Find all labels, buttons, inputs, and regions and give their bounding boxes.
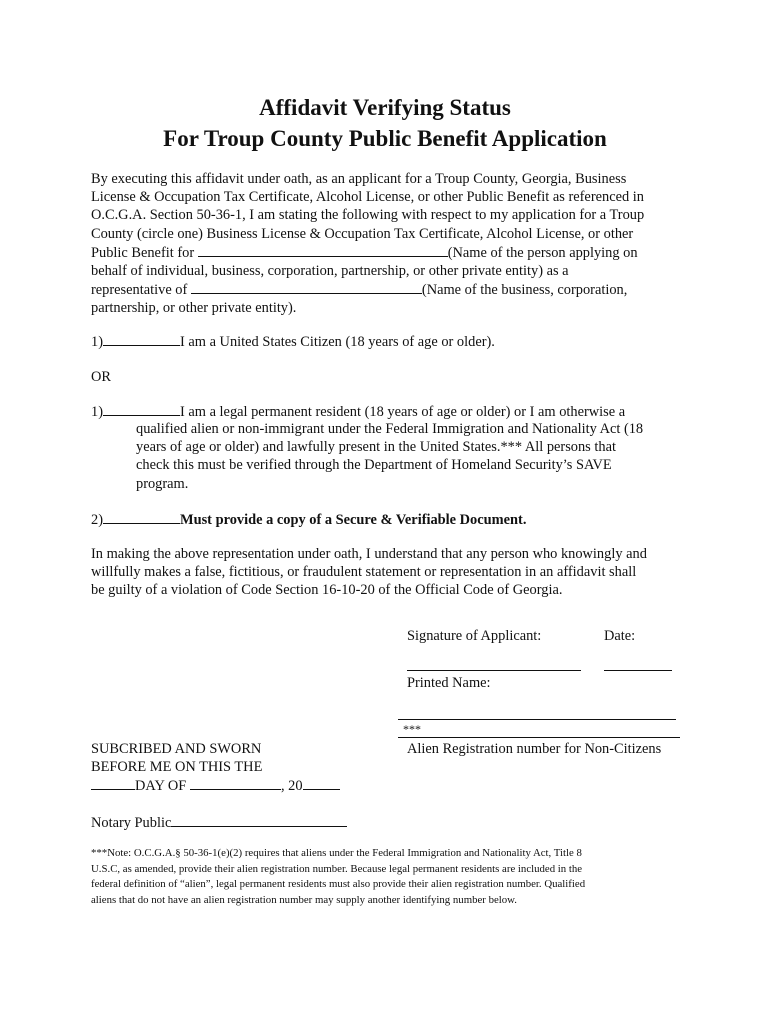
printed-name-label: Printed Name: <box>407 675 491 691</box>
intro-text: Public Benefit for <box>91 244 195 261</box>
document-option <box>91 510 526 529</box>
signature-line[interactable] <box>407 670 581 671</box>
citizen-option <box>91 332 495 351</box>
day-of-label: DAY OF <box>135 778 187 794</box>
footnote-line: federal definition of “alien”, legal permanent residents must also provide their alien registration number. Qualified <box>91 878 586 890</box>
printed-name-line[interactable] <box>398 719 676 720</box>
applicant-name-blank[interactable] <box>198 243 448 257</box>
resident-check-blank[interactable] <box>103 402 180 416</box>
year-prefix: , 20 <box>280 778 303 794</box>
signature-label: Signature of Applicant: <box>407 628 542 644</box>
intro-line: License & Occupation Tax Certificate, Alcohol License, or other Public Benefit as referenced in <box>91 189 644 206</box>
footnote <box>91 846 691 908</box>
document-title-line2: For Troup County Public Benefit Application <box>163 126 607 151</box>
subscribed-sworn-label: SUBCRIBED AND SWORN <box>91 741 262 757</box>
option-text: Must provide a copy of a Secure & Verifiable Document. <box>180 512 527 528</box>
intro-line: By executing this affidavit under oath, as an applicant for a Troup County, Georgia, Business <box>91 171 627 187</box>
intro-line: partnership, or other private entity). <box>91 300 297 317</box>
intro-text: (Name of the business, corporation, <box>421 282 628 299</box>
or-separator: OR <box>91 369 111 385</box>
notary-signature-blank[interactable] <box>171 813 347 827</box>
month-blank[interactable] <box>190 776 281 790</box>
citizen-check-blank[interactable] <box>103 332 180 346</box>
statement-line: be guilty of a violation of Code Section 16-10-20 of the Official Code of Georgia. <box>91 582 563 599</box>
notary-public-line <box>91 813 347 832</box>
footnote-line: aliens that do not have an alien registration number may supply another identifying number below. <box>91 893 517 906</box>
intro-line: County (circle one) Business License & Occupation Tax Certificate, Alcohol License, or other <box>91 225 634 242</box>
footnote-line: ***Note: O.C.G.A.§ 50-36-1(e)(2) requires that aliens under the Federal Immigration and Nationality Act, Title 8 <box>91 847 582 859</box>
option-text: I am a United States Citizen (18 years of age or older). <box>180 334 495 350</box>
option-number: 1) <box>91 334 103 350</box>
intro-line <box>91 243 691 262</box>
day-of-line <box>91 776 340 795</box>
before-me-label: BEFORE ME ON THIS THE <box>91 759 263 775</box>
option-number: 1) <box>91 404 103 420</box>
option-text: years of age or older) and lawfully present in the United States.*** All persons that <box>136 439 616 456</box>
year-blank[interactable] <box>303 776 340 790</box>
intro-line: behalf of individual, business, corporation, partnership, or other private entity) as a <box>91 263 569 280</box>
option-text: check this must be verified through the Department of Homeland Security’s SAVE <box>136 457 612 474</box>
resident-option-continued <box>136 420 696 493</box>
intro-text: representative of <box>91 282 188 299</box>
intro-line: O.C.G.A. Section 50-36-1, I am stating the following with respect to my application for a Troup <box>91 207 645 224</box>
asterisks-marker: *** <box>403 722 421 736</box>
date-line[interactable] <box>604 670 672 671</box>
option-text: I am a legal permanent resident (18 years of age or older) or I am otherwise a <box>180 404 626 420</box>
document-title-line1: Affidavit Verifying Status <box>259 95 511 120</box>
business-name-blank[interactable] <box>191 280 422 294</box>
intro-line <box>91 280 691 299</box>
document-check-blank[interactable] <box>103 510 180 524</box>
statement-line: willfully makes a false, fictitious, or fraudulent statement or representation in an affidavit shall <box>91 564 637 581</box>
day-blank[interactable] <box>91 776 135 790</box>
intro-text: (Name of the person applying on <box>447 244 638 261</box>
option-text: program. <box>136 475 189 492</box>
resident-option <box>91 402 625 421</box>
statement-line: In making the above representation under oath, I understand that any person who knowingly and <box>91 546 647 562</box>
option-number: 2) <box>91 512 103 528</box>
option-text: qualified alien or non-immigrant under the Federal Immigration and Nationality Act (18 <box>136 421 644 437</box>
footnote-line: U.S.C, as amended, provide their alien registration number. Because legal permanent residents are included in the <box>91 862 583 875</box>
notary-public-label: Notary Public <box>91 815 172 831</box>
alien-registration-label: Alien Registration number for Non-Citizens <box>407 741 662 757</box>
intro-paragraph <box>91 170 691 318</box>
oath-statement <box>91 545 691 600</box>
alien-registration-line[interactable] <box>398 737 680 738</box>
date-label: Date: <box>604 628 636 644</box>
